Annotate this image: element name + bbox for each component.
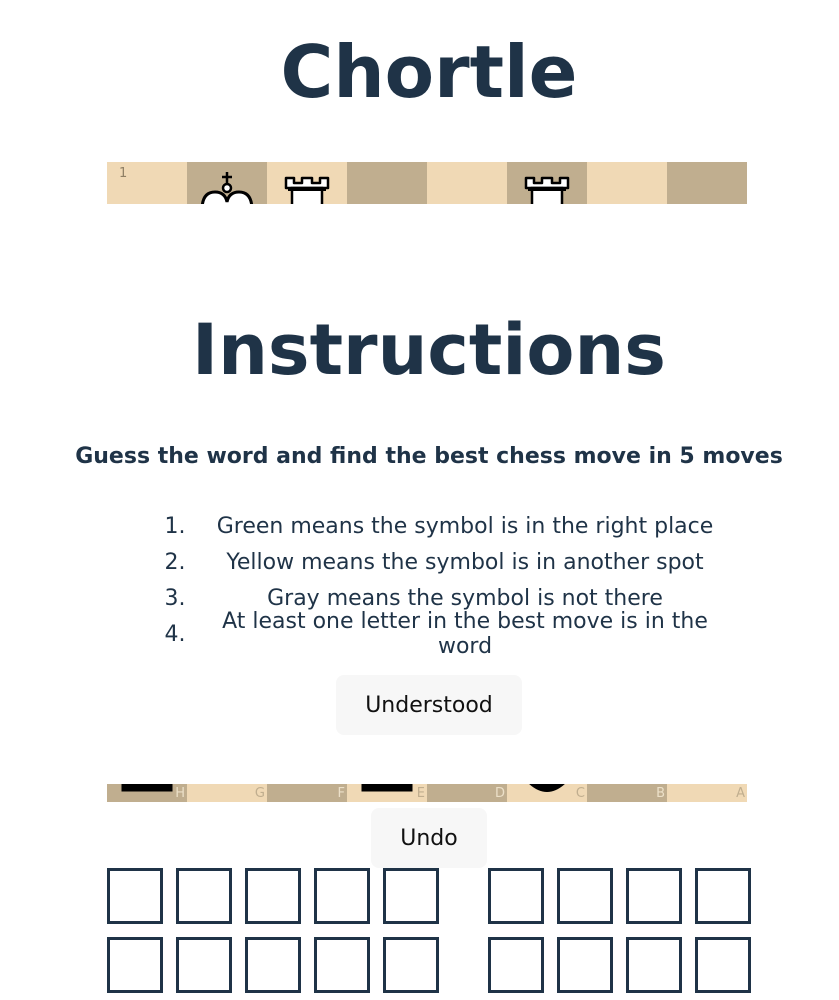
rule-number: 1. [164,513,186,539]
rule-number: 3. [164,585,186,611]
square-a8[interactable] [667,784,747,802]
square-f1[interactable] [267,162,347,204]
file-label: G [254,786,265,801]
rule-text: Gray means the symbol is not there [267,585,663,611]
guess-cell [176,937,232,993]
guess-cell [245,868,301,924]
rule-item [150,609,730,659]
rule-number: 2. [164,549,186,575]
file-label: E [416,786,425,801]
guess-cell [314,868,370,924]
move-cell [626,868,682,924]
square-h1[interactable] [107,162,187,204]
file-label: C [575,786,585,801]
instructions-title: Instructions [192,309,666,391]
square-b1[interactable] [587,162,667,204]
file-label: H [175,786,185,801]
rule-item [150,544,730,580]
move-cell [695,868,751,924]
square-c8[interactable] [507,784,587,802]
square-b8[interactable] [587,784,667,802]
square-d8[interactable] [427,784,507,802]
guess-cell [314,937,370,993]
chessboard-bottom-rank [107,784,747,802]
rule-item [150,508,730,544]
square-a1[interactable] [667,162,747,204]
square-c1[interactable] [507,162,587,204]
guess-cell [383,937,439,993]
rank-label: 1 [119,166,128,181]
move-cell [695,937,751,993]
square-g1[interactable] [187,162,267,204]
square-d1[interactable] [427,162,507,204]
file-label: B [656,786,665,801]
guess-cell [107,937,163,993]
app-title: Chortle [280,30,578,114]
square-f8[interactable] [267,784,347,802]
guess-cell [107,868,163,924]
move-cell [626,937,682,993]
move-cell [488,937,544,993]
undo-button[interactable]: Undo [371,808,487,868]
black-rook-icon[interactable] [120,784,174,794]
move-cell [557,937,613,993]
square-e8[interactable] [347,784,427,802]
guess-cell [245,937,301,993]
square-e1[interactable] [347,162,427,204]
move-cell [488,868,544,924]
white-rook-icon[interactable] [522,176,572,204]
square-g8[interactable] [187,784,267,802]
guess-row [107,937,757,993]
file-label: D [494,786,505,801]
guess-row [107,868,757,924]
file-label: F [337,786,345,801]
rule-number: 4. [164,621,186,647]
black-rook-icon[interactable] [360,784,414,794]
instructions-subtitle: Guess the word and find the best chess move in 5 moves [75,444,783,469]
guess-cell [176,868,232,924]
square-h8[interactable] [107,784,187,802]
white-rook-icon[interactable] [282,176,332,204]
rule-text: Yellow means the symbol is in another spot [226,549,704,575]
rule-text: Green means the symbol is in the right place [216,513,714,539]
black-king-icon[interactable] [522,784,572,794]
understood-button[interactable]: Understood [336,675,522,735]
guess-cell [383,868,439,924]
white-king-icon[interactable] [192,170,262,204]
rule-text: At least one letter in the best move is in the word [222,609,708,659]
chessboard-top-rank [107,162,747,204]
move-cell [557,868,613,924]
rules-list [150,508,730,659]
file-label: A [736,786,745,801]
